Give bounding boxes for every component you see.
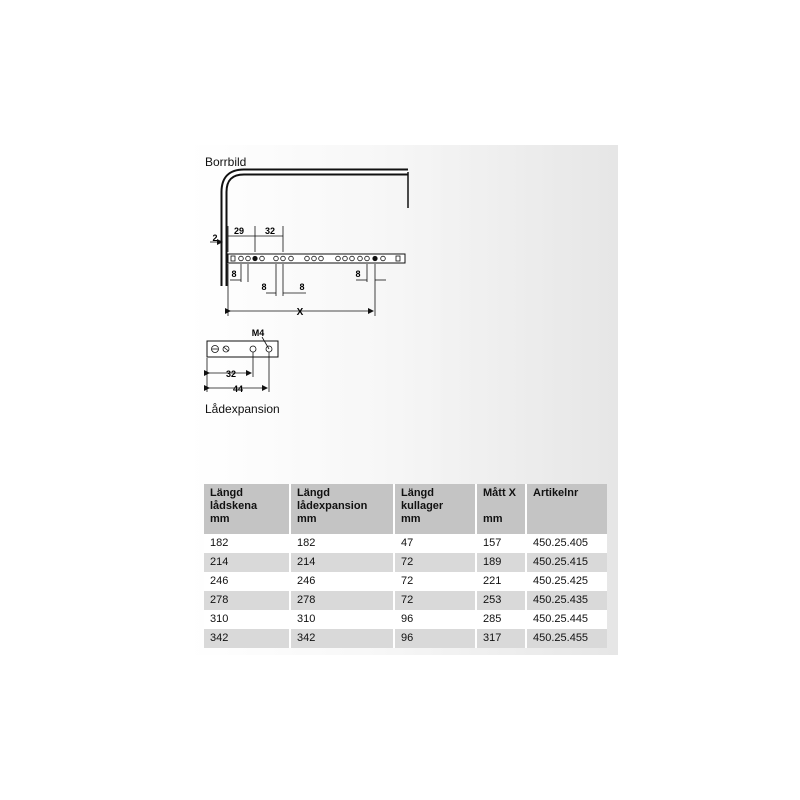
dim-32-top: 32 [264, 226, 276, 236]
cell-ladskena: 310 [204, 610, 290, 629]
cell-artikelnr: 450.25.455 [526, 629, 607, 648]
lower-dimensions [228, 264, 386, 316]
dim-2: 2 [212, 233, 218, 243]
cell-artikelnr: 450.25.435 [526, 591, 607, 610]
cell-artikelnr: 450.25.425 [526, 572, 607, 591]
marked-drill-hole [252, 256, 257, 261]
marked-drill-hole [372, 256, 377, 261]
table-row [204, 591, 607, 610]
cell-matt-x: 285 [476, 610, 526, 629]
cell-artikelnr: 450.25.415 [526, 553, 607, 572]
header-langd-ladexpansion: Längd lådexpansion mm [290, 484, 394, 534]
dim-8-c: 8 [299, 282, 305, 292]
label-m4: M4 [251, 328, 265, 338]
dim-32-bottom: 32 [225, 369, 237, 379]
table-row [204, 629, 607, 648]
cell-kullager: 96 [394, 610, 476, 629]
table-row [204, 534, 607, 553]
cell-ladexpansion: 310 [290, 610, 394, 629]
cell-ladexpansion: 214 [290, 553, 394, 572]
cell-kullager: 96 [394, 629, 476, 648]
cell-matt-x: 189 [476, 553, 526, 572]
dim-44: 44 [232, 384, 244, 394]
header-langd-kullager: Längd kullager mm [394, 484, 476, 534]
cell-ladexpansion: 182 [290, 534, 394, 553]
cell-kullager: 72 [394, 553, 476, 572]
ladexpansion-caption: Lådexpansion [205, 402, 280, 416]
table-row [204, 553, 607, 572]
cell-matt-x: 317 [476, 629, 526, 648]
dim-8-b: 8 [261, 282, 267, 292]
cell-ladexpansion: 342 [290, 629, 394, 648]
header-artikelnr: Artikelnr [526, 484, 607, 534]
cell-artikelnr: 450.25.405 [526, 534, 607, 553]
dim-29: 29 [233, 226, 245, 236]
drill-rail [228, 254, 405, 263]
dim-8-a: 8 [231, 269, 237, 279]
table-row [204, 572, 607, 591]
dim-x: X [296, 307, 304, 318]
cabinet-outline [224, 172, 408, 286]
header-matt-x: Mått X mm [476, 484, 526, 534]
cell-matt-x: 221 [476, 572, 526, 591]
cell-ladskena: 278 [204, 591, 290, 610]
cell-kullager: 72 [394, 591, 476, 610]
cell-ladskena: 246 [204, 572, 290, 591]
dim-8-d: 8 [355, 269, 361, 279]
cell-ladskena: 342 [204, 629, 290, 648]
cell-ladexpansion: 278 [290, 591, 394, 610]
table-row [204, 610, 607, 629]
cell-artikelnr: 450.25.445 [526, 610, 607, 629]
cell-ladexpansion: 246 [290, 572, 394, 591]
header-langd-ladskena: Längd lådskena mm [204, 484, 290, 534]
cell-matt-x: 157 [476, 534, 526, 553]
cell-kullager: 72 [394, 572, 476, 591]
spec-table [204, 484, 607, 648]
cell-ladskena: 182 [204, 534, 290, 553]
table-header-row [204, 484, 607, 534]
borrbild-caption: Borrbild [205, 155, 247, 169]
cell-ladskena: 214 [204, 553, 290, 572]
cell-matt-x: 253 [476, 591, 526, 610]
cell-kullager: 47 [394, 534, 476, 553]
